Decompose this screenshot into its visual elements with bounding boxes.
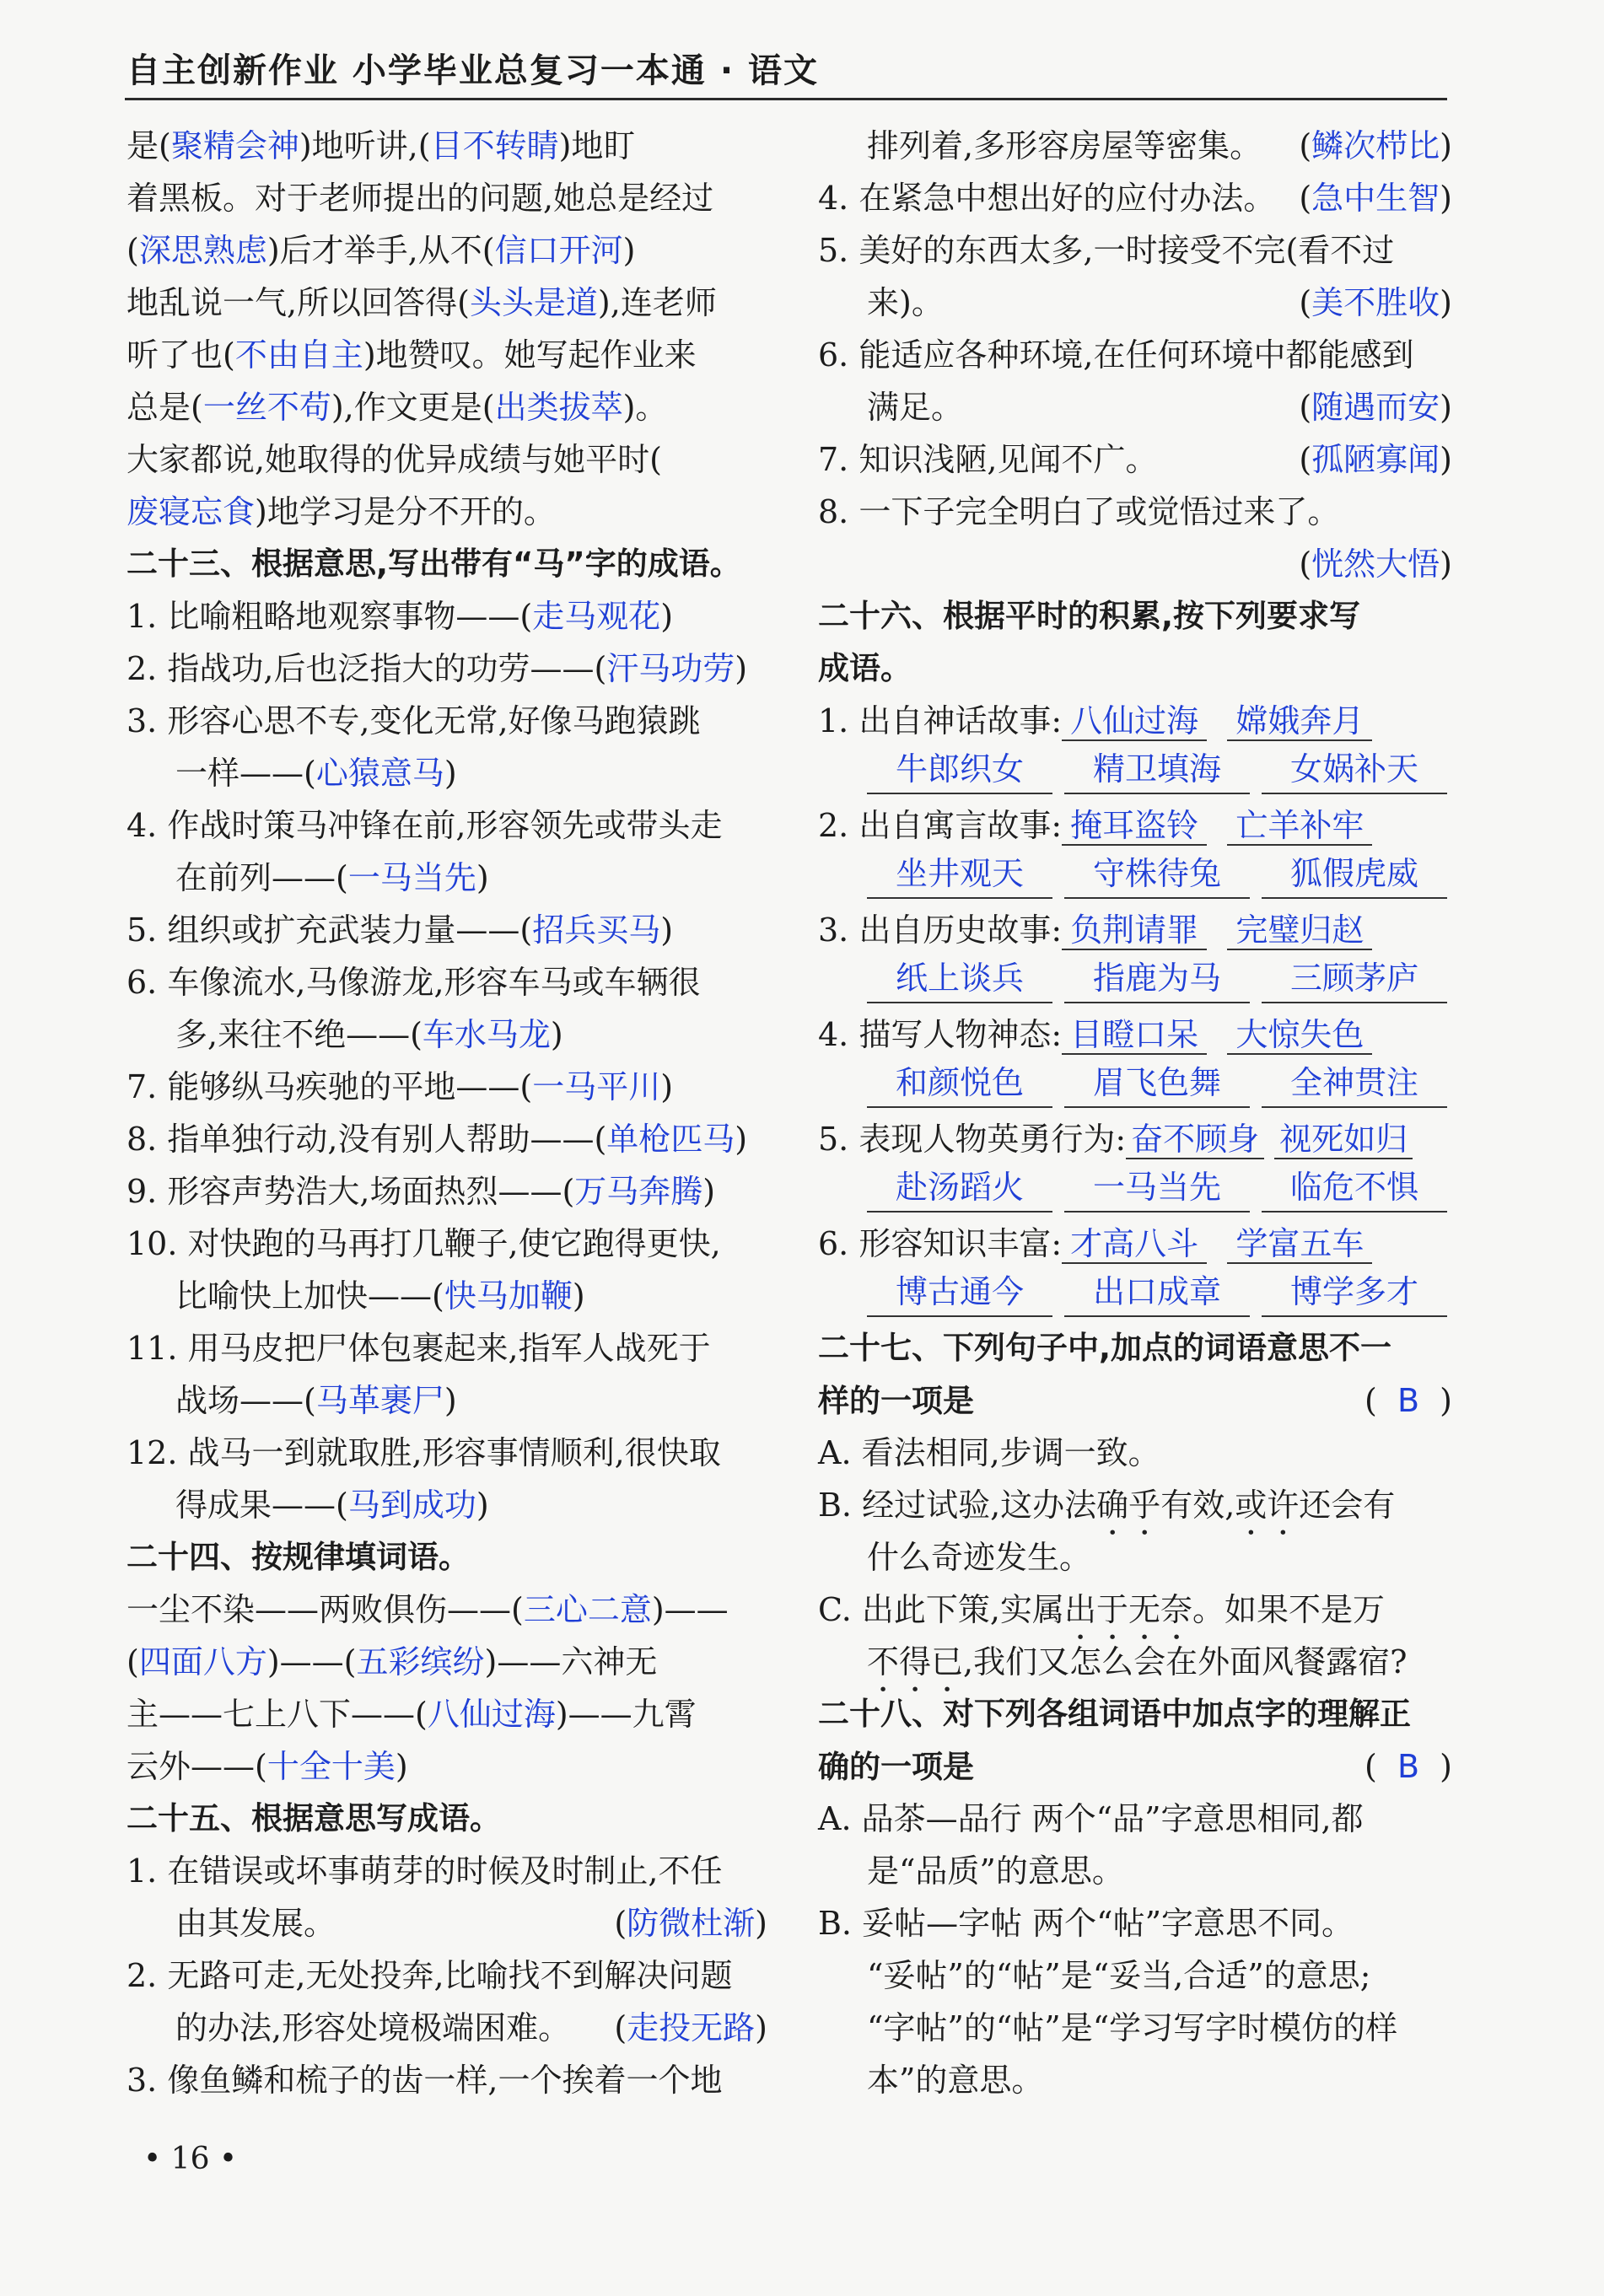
idiom-group: 3. 出自历史故事: 负荆请罪 完璧归赵 — [818, 904, 1452, 956]
list-item-cont: 在前列——(一马当先) — [175, 859, 489, 896]
option-b-cont: “字帖”的“帖”是“学习写字时模仿的样 — [867, 2009, 1398, 2046]
section-heading: 二十八、对下列各组词语中加点字的理解正 — [818, 1696, 1411, 1732]
section-heading: 二十六、根据平时的积累,按下列要求写 — [818, 598, 1361, 634]
page-number: • 16 • — [143, 2142, 238, 2176]
idiom-group: 1. 出自神话故事: 八仙过海 嫦娥奔月 — [818, 695, 1452, 747]
answer: 头头是道 — [469, 284, 598, 321]
idiom-group-cont: 坐井观天 守株待兔 狐假虎威 — [818, 852, 1452, 904]
section-heading: 二十四、按规律填词语。 — [126, 1539, 470, 1575]
option-b: B. 妥帖—字帖 两个“帖”字意思不同。 — [818, 1905, 1354, 1942]
list-item: 2. 指战功,后也泛指大的功劳——(汗马功劳) — [126, 650, 748, 687]
section-heading: 二十七、下列句子中,加点的词语意思不一 — [818, 1330, 1392, 1366]
list-item: 7. 能够纵马疾驰的平地——(一马平川) — [126, 1068, 674, 1105]
para-line: (深思熟虑)后才举手,从不(信口开河) — [126, 232, 636, 269]
choice-answer: B — [1397, 1748, 1420, 1785]
section-heading: 样的一项是 ( B ) — [818, 1382, 1452, 1419]
para-line: (四面八方)——(五彩缤纷)——六神无 — [126, 1643, 658, 1680]
list-item-cont: 满足。 (随遇而安) — [867, 389, 1452, 426]
option-a-cont: 是“品质”的意思。 — [867, 1852, 1124, 1890]
para-line: 是(聚精会神)地听讲,(目不转睛)地盯 — [126, 127, 636, 164]
list-item-cont: 得成果——(马到成功) — [175, 1487, 489, 1524]
para-line: 听了也(不由自主)地赞叹。她写起作业来 — [126, 336, 697, 374]
list-item: 5. 美好的东西太多,一时接受不完(看不过 — [818, 232, 1395, 269]
list-item-cont: 比喻快上加快——(快马加鞭) — [175, 1277, 585, 1315]
para-line: 一尘不染——两败俱伤——(三心二意)—— — [126, 1591, 729, 1628]
option-b-cont: “妥帖”的“帖”是“妥当,合适”的意思; — [867, 1957, 1371, 1994]
idiom-group-cont: 博古通今 出口成章 博学多才 — [818, 1270, 1452, 1322]
para-line: 主——七上八下——(八仙过海)——九霄 — [126, 1696, 697, 1733]
para-line: 着黑板。对于老师提出的问题,她总是经过 — [126, 180, 714, 217]
idiom-group: 4. 描写人物神态: 目瞪口呆 大惊失色 — [818, 1008, 1452, 1061]
answer: 信口开河 — [494, 232, 623, 269]
option-b: B. 经过试验,这办法确乎有效,或许还会有 — [818, 1487, 1396, 1524]
para-line: 废寝忘食)地学习是分不开的。 — [126, 493, 556, 530]
section-heading: 确的一项是 ( B ) — [818, 1748, 1452, 1785]
list-item: 7. 知识浅陋,见闻不广。 (孤陋寡闻) — [818, 441, 1452, 478]
para-line: 云外——(十全十美) — [126, 1748, 408, 1785]
option-b-cont: 什么奇迹发生。 — [867, 1539, 1092, 1576]
list-item: 8. 一下子完全明白了或觉悟过来了。 — [818, 493, 1340, 530]
list-item: 1. 比喻粗略地观察事物——(走马观花) — [126, 598, 674, 635]
idiom-group-cont: 牛郎织女 精卫填海 女娲补天 — [818, 747, 1452, 799]
list-item-cont: (恍然大悟) — [1299, 546, 1452, 583]
list-item-cont: 由其发展。 (防微杜渐) — [175, 1905, 767, 1942]
list-item: 4. 作战时策马冲锋在前,形容领先或带头走 — [126, 807, 723, 844]
list-item: 9. 形容声势浩大,场面热烈——(万马奔腾) — [126, 1173, 716, 1210]
list-item: 12. 战马一到就取胜,形容事情顺利,很快取 — [126, 1434, 721, 1471]
choice-answer: B — [1397, 1382, 1420, 1419]
section-heading: 成语。 — [818, 650, 912, 686]
list-item: 2. 无路可走,无处投奔,比喻找不到解决问题 — [126, 1957, 733, 1994]
list-item: 1. 在错误或坏事萌芽的时候及时制止,不任 — [126, 1852, 723, 1890]
list-item: 6. 车像流水,马像游龙,形容车马或车辆很 — [126, 964, 701, 1001]
idiom-group-cont: 赴汤蹈火 一马当先 临危不惧 — [818, 1165, 1452, 1218]
section-heading: 二十三、根据意思,写出带有“马”字的成语。 — [126, 546, 741, 582]
answer: 目不转睛 — [430, 127, 559, 164]
list-item-cont: 多,来往不绝——(车水马龙) — [175, 1016, 563, 1053]
para-line: 总是(一丝不苟),作文更是(出类拔萃)。 — [126, 389, 668, 426]
answer: 出类拔萃 — [494, 389, 623, 426]
list-item: 3. 像鱼鳞和梳子的齿一样,一个挨着一个地 — [126, 2062, 723, 2099]
list-item: 11. 用马皮把尸体包裹起来,指军人战死于 — [126, 1330, 711, 1367]
list-item-cont: 的办法,形容处境极端困难。 (走投无路) — [175, 2009, 767, 2046]
idiom-group-cont: 纸上谈兵 指鹿为马 三顾茅庐 — [818, 956, 1452, 1008]
option-a: A. 品茶—品行 两个“品”字意思相同,都 — [818, 1800, 1364, 1837]
option-c: C. 出此下策,实属出于无奈。如果不是万 — [818, 1591, 1385, 1628]
idiom-group: 6. 形容知识丰富: 才高八斗 学富五车 — [818, 1218, 1452, 1270]
list-item-cont: 战场——(马革裹尸) — [175, 1382, 457, 1419]
idiom-group: 2. 出自寓言故事: 掩耳盗铃 亡羊补牢 — [818, 799, 1452, 852]
answer: 一丝不苟 — [202, 389, 331, 426]
list-item-cont: 排列着,多形容房屋等密集。 (鳞次栉比) — [867, 127, 1452, 164]
list-item: 4. 在紧急中想出好的应付办法。 (急中生智) — [818, 180, 1452, 217]
section-heading: 二十五、根据意思写成语。 — [126, 1800, 501, 1836]
answer: 不由自主 — [234, 336, 363, 374]
list-item: 10. 对快跑的马再打几鞭子,使它跑得更快, — [126, 1225, 721, 1262]
list-item-cont: 来)。 (美不胜收) — [867, 284, 1452, 321]
left-column — [126, 120, 767, 2106]
list-item: 5. 组织或扩充武装力量——(招兵买马) — [126, 911, 674, 949]
option-c-cont: 不得已,我们又怎么会在外面风餐露宿? — [867, 1643, 1408, 1680]
list-item: 3. 形容心思不专,变化无常,好像马跑猿跳 — [126, 702, 701, 739]
option-a: A. 看法相同,步调一致。 — [818, 1434, 1160, 1471]
para-line: 大家都说,她取得的优异成绩与她平时( — [126, 441, 662, 478]
header-rule — [125, 98, 1447, 100]
para-line: 地乱说一气,所以回答得(头头是道),连老师 — [126, 284, 717, 321]
right-column — [818, 120, 1452, 2106]
idiom-group: 5. 表现人物英勇行为: 奋不顾身 视死如归 — [818, 1113, 1452, 1165]
list-item: 6. 能适应各种环境,在任何环境中都能感到 — [818, 336, 1414, 374]
answer: 废寝忘食 — [126, 493, 256, 530]
page-title: 自主创新作业 小学毕业总复习一本通 · 语文 — [126, 51, 819, 90]
answer: 深思熟虑 — [138, 232, 267, 269]
idiom-group-cont: 和颜悦色 眉飞色舞 全神贯注 — [818, 1061, 1452, 1113]
list-item-cont: 一样——(心猿意马) — [175, 755, 457, 792]
answer: 聚精会神 — [170, 127, 299, 164]
list-item: 8. 指单独行动,没有别人帮助——(单枪匹马) — [126, 1121, 748, 1158]
option-b-cont: 本”的意思。 — [867, 2062, 1044, 2099]
